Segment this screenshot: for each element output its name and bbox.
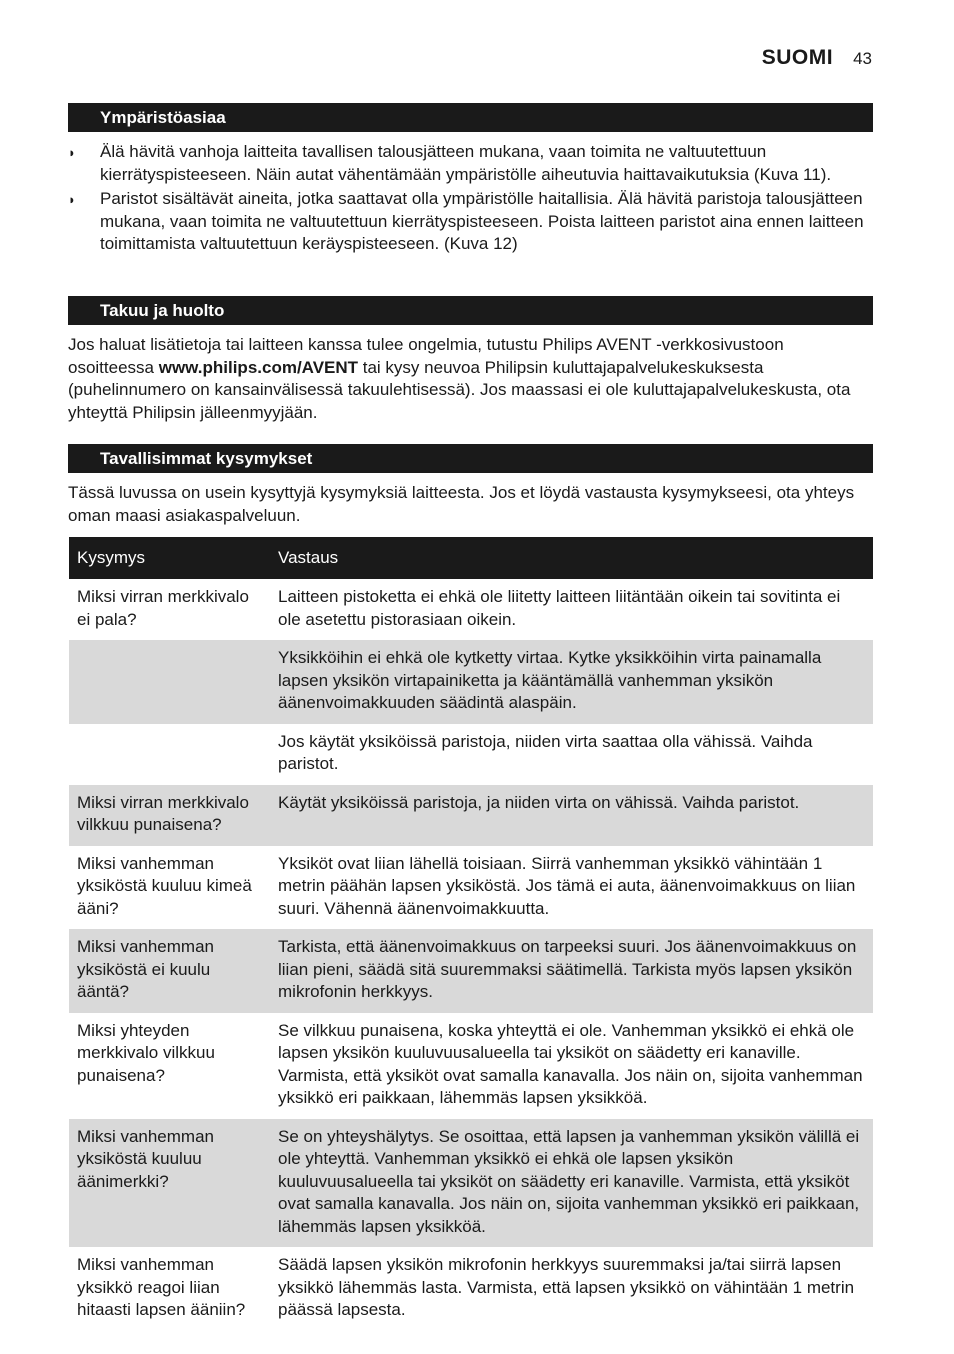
question-cell: Miksi virran merkkivalo vilkkuu punaisena?: [69, 785, 270, 846]
answer-cell: Käytät yksiköissä paristoja, ja niiden virta on vähissä. Vaihda paristot.: [270, 785, 873, 846]
list-item: [68, 141, 873, 186]
question-cell: Miksi virran merkkivalo ei pala?: [77, 587, 249, 629]
section-heading-warranty: Takuu ja huolto: [68, 296, 873, 325]
warranty-text-after: tai kysy neuvoa Philipsin kuluttajapalvelukeskuksesta (puhelinnumero on kansainvälisessä takuulehtisessä). Jos maassasi ei ole kuluttajapalvelukeskusta, ota yhteyttä Philipsin jälleenmyyjään.: [68, 357, 851, 422]
bullet-icon: ◗: [68, 145, 76, 160]
answer-cell: Laitteen pistoketta ei ehkä ole liitetty laitteen liitäntään oikein tai sovitinta ei ole asetettu pistorasiaan oikein.: [278, 587, 841, 629]
answer-cell: Jos käytät yksiköissä paristoja, niiden virta saattaa olla vähissä. Vaihda paristot.: [278, 731, 813, 773]
question-cell: Miksi vanhemman yksikkö reagoi liian hitaasti lapsen ääniin?: [77, 1255, 246, 1319]
website-link[interactable]: www.philips.com/AVENT: [158, 357, 359, 377]
table-header-row: [69, 537, 873, 579]
table-row: [69, 846, 873, 930]
section-heading-faq: Tavallisimmat kysymykset: [68, 444, 873, 473]
faq-table: [69, 537, 873, 1331]
table-row: [69, 785, 873, 846]
question-cell: [69, 724, 270, 785]
table-row: [69, 579, 873, 640]
bullet-icon: ◗: [68, 192, 76, 207]
warranty-paragraph: [68, 334, 873, 424]
column-header-question: Kysymys: [69, 537, 270, 579]
faq-intro: Tässä luvussa on usein kysyttyjä kysymyksiä laitteesta. Jos et löydä vastausta kysymykseesi, ota yhteys oman maasi asiakaspalveluun.: [68, 483, 855, 525]
answer-cell: Tarkista, että äänenvoimakkuus on tarpeeksi suuri. Jos äänenvoimakkuus on liian pieni, säädä sitä suuremmaksi säätimellä. Tarkista myös lapsen yksikön mikrofonin herkkyys.: [270, 929, 873, 1013]
question-cell: Miksi vanhemman yksiköstä ei kuulu ääntä?: [69, 929, 270, 1013]
question-cell: Miksi vanhemman yksiköstä kuuluu äänimerkki?: [69, 1119, 270, 1248]
answer-cell: Yksikköihin ei ehkä ole kytketty virtaa. Kytke yksikköihin virta painamalla lapsen yksikön virtapainiketta ja kääntämällä vanhemman yksikön äänenvoimakkuuden säädintä alaspäin.: [270, 640, 873, 724]
question-cell: Miksi yhteyden merkkivalo vilkkuu punaisena?: [77, 1020, 215, 1085]
environment-bullet-list: [68, 141, 873, 258]
table-row: [69, 640, 873, 724]
language-label: SUOMI: [761, 46, 834, 69]
warranty-text-before: Jos haluat lisätietoja tai laitteen kanssa tulee ongelmia, tutustu Philips AVENT -verkkosivustoon osoitteessa: [68, 335, 784, 377]
answer-cell: Se on yhteyshälytys. Se osoittaa, että lapsen ja vanhemman yksikön välillä ei ole yhteyttä. Vanhemman yksikkö ei ehkä ole lapsen yksikön kuuluvuusalueella tai yksiköt on säädetty eri kanaville. Varmista, että yksiköt ovat samalla kanavalla. Jos näin on, sijoita vanhemman yksikkö eri paikkaan, lähemmäs lapsen yksikköä.: [270, 1119, 873, 1248]
question-cell: [69, 640, 270, 724]
answer-cell: Säädä lapsen yksikön mikrofonin herkkyys suuremmaksi ja/tai siirrä lapsen yksikkö lähemmäs lasta. Varmista, että lapsen yksikkö on vähintään 1 metrin päässä lapsesta.: [278, 1255, 855, 1319]
table-row: [69, 1119, 873, 1248]
bullet-text: Paristot sisältävät aineita, jotka saattavat olla ympäristölle haitallisia. Älä hävitä paristoja talousjätteen mukana, vaan toimita ne valtuutettuun kierrätyspisteeseen. Poista laitteen paristot aina ennen laitteen toimittamista valtuutettuun keräyspisteeseen. (Kuva 12): [100, 189, 864, 253]
section-heading-environment: Ympäristöasiaa: [68, 103, 873, 132]
list-item: [68, 188, 873, 256]
question-cell: Miksi vanhemman yksiköstä kuuluu kimeä ääni?: [77, 853, 252, 918]
table-row: [69, 1247, 873, 1331]
table-row: [69, 1013, 873, 1119]
page-number: 43: [853, 49, 872, 68]
bullet-text: Älä hävitä vanhoja laitteita tavallisen talousjätteen mukana, vaan toimita ne valtuutettuun kierrätyspisteeseen. Näin autat vähentämään ympäristölle aiheutuvia haittavaikutuksia (Kuva 11).: [100, 142, 832, 184]
table-row: [69, 724, 873, 785]
table-row: [69, 929, 873, 1013]
answer-cell: Se vilkkuu punaisena, koska yhteyttä ei ole. Vanhemman yksikkö ei ehkä ole lapsen yksikön kuuluvuusalueella tai yksiköt on säädetty eri kanaville. Varmista, että yksiköt ovat samalla kanavalla. Jos näin on, sijoita vanhemman yksikkö eri paikkaan, lähemmäs lapsen yksikköä.: [278, 1020, 863, 1107]
column-header-answer: Vastaus: [270, 537, 873, 579]
page-header: [762, 46, 872, 70]
answer-cell: Yksiköt ovat liian lähellä toisiaan. Siirrä vanhemman yksikkö vähintään 1 metrin päähän lapsen yksiköstä. Jos tämä ei auta, äänenvoimakkuus on liian suuri. Vähennä äänenvoimakkuutta.: [278, 853, 856, 918]
